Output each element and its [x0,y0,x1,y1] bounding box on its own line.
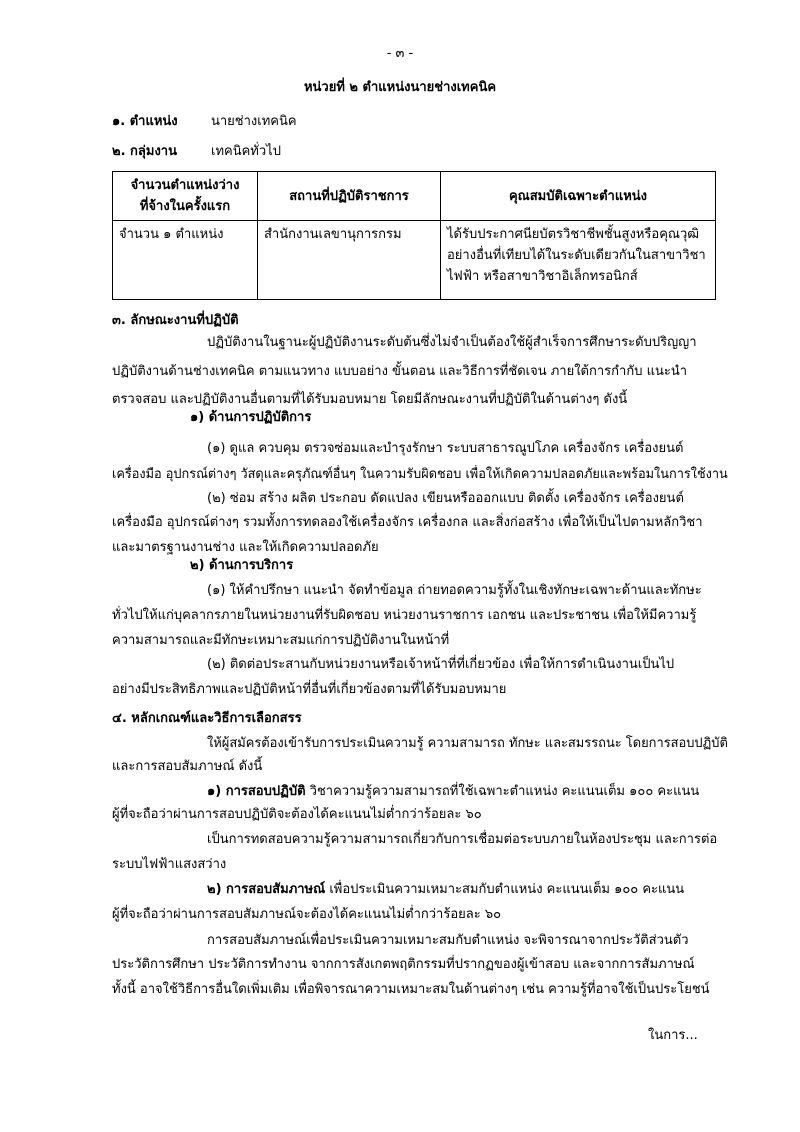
sub2-item2-line2: อย่างมีประสิทธิภาพและปฏิบัติหน้าที่อื่นที่เกี่ยวข้องตามที่ได้รับมอบหมาย [112,682,507,697]
header-qualification: คุณสมบัติเฉพาะตำแหน่ง [441,172,716,221]
page-heading: หน่วยที่ ๒ ตำแหน่งนายช่างเทคนิค [303,80,497,95]
practical-exam-title: ๑) การสอบปฏิบัติ [207,784,306,799]
group-value: เทคนิคทั่วไป [211,144,281,159]
continuation-text: ในการ... [648,1028,698,1043]
sub1-item2-line2: เครื่องมือ อุปกรณ์ต่างๆ รวมทั้งการทดลองใช้เครื่องจักร เครื่องกล และสิ่งก่อสร้าง เพื่อให้เป็นไปตามหลักวิชา [112,515,703,530]
interview-line2: ผู้ที่จะถือว่าผ่านการสอบสัมภาษณ์จะต้องได้คะแนนไม่ต่ำกว่าร้อยละ ๖๐ [112,907,502,922]
qualification-line: ไฟฟ้า หรือสาขาวิชาอิเล็กทรอนิกส์ [447,269,638,284]
practical-desc-line1: เป็นการทดสอบความรู้ความสามารถเกี่ยวกับการเชื่อมต่อระบบภายในห้องประชุม และการต่อ [207,832,718,847]
cell-workplace: สำนักงานเลขานุการกรม [258,221,441,300]
section4-title: ๔. หลักเกณฑ์และวิธีการเลือกสรร [112,711,302,726]
practical-exam-line1 [207,783,699,801]
sub2-item1-line2: ทั่วไปให้แก่บุคลากรภายในหน่วยงานที่รับผิดชอบ หน่วยงานราชการ เอกชน และประชาชน เพื่อให้มีความรู้ [112,608,697,623]
table-header-row [113,172,716,221]
section3-sub2-title: ๒) ด้านการบริการ [190,558,294,573]
interview-desc-line3: ทั้งนี้ อาจใช้วิธีการอื่นใดเพิ่มเติม เพื่อพิจารณาความเหมาะสมในด้านต่างๆ เช่น ความรู้ที่อาจใช้เป็นประโยชน์ [112,982,710,997]
cell-qualification [441,221,716,300]
sub2-item2-line1: (๒) ติดต่อประสานกับหน่วยงานหรือเจ้าหน้าที่ที่เกี่ยวข้อง เพื่อให้การดำเนินงานเป็นไป [207,657,675,672]
practical-exam-line2: ผู้ที่จะถือว่าผ่านการสอบปฏิบัติจะต้องได้คะแนนไม่ต่ำกว่าร้อยละ ๖๐ [112,807,482,822]
sub1-item2-line3: และมาตรฐานงานช่าง และให้เกิดความปลอดภัย [112,540,379,555]
section4-intro-line2: และการสอบสัมภาษณ์ ดังนี้ [112,759,263,774]
section3-intro-line2: ปฏิบัติงานด้านช่างเทคนิค ตามแนวทาง แบบอย่าง ขั้นตอน และวิธีการที่ชัดเจน ภายใต้การกำกับ แนะนำ [112,364,688,379]
interview-line1 [207,881,684,899]
header-vacancy-count [113,172,258,221]
interview-desc-line1: การสอบสัมภาษณ์เพื่อประเมินความเหมาะสมกับตำแหน่ง จะพิจารณาจากประวัติส่วนตัว [207,933,689,948]
sub2-item1-line1: (๑) ให้คำปรึกษา แนะนำ จัดทำข้อมูล ถ่ายทอดความรู้ทั้งในเชิงทักษะเฉพาะด้านและทักษะ [207,583,702,598]
header-vacancy-line1: จำนวนตำแหน่งว่าง [130,178,240,193]
section4-intro-line1: ให้ผู้สมัครต้องเข้ารับการประเมินความรู้ ความสามารถ ทักษะ และสมรรถนะ โดยการสอบปฏิบัติ [207,736,728,751]
qualification-line: ได้รับประกาศนียบัตรวิชาชีพชั้นสูงหรือคุณวุฒิ [447,227,700,242]
sub2-item1-line3: ความสามารถและมีทักษะเหมาะสมแก่การปฏิบัติงานในหน้าที่ [112,633,450,648]
section3-intro-line3: ตรวจสอบ และปฏิบัติงานอื่นตามที่ได้รับมอบหมาย โดยมีลักษณะงานที่ปฏิบัติในด้านต่างๆ ดังนี้ [112,392,628,407]
practical-desc-line2: ระบบไฟฟ้าแสงสว่าง [112,857,227,872]
interview-detail: เพื่อประเมินความเหมาะสมกับตำแหน่ง คะแนนเต็ม ๑๐๐ คะแนน [325,882,685,897]
group-label: ๒. กลุ่มงาน [112,144,177,159]
sub1-item1-line1: (๑) ดูแล ควบคุม ตรวจซ่อมและบำรุงรักษา ระบบสาธารณูปโภค เครื่องจักร เครื่องยนต์ [207,441,684,456]
practical-exam-detail: วิชาความรู้ความสามารถที่ใช้เฉพาะตำแหน่ง คะแนนเต็ม ๑๐๐ คะแนน [305,784,700,799]
position-label: ๑. ตำแหน่ง [112,114,178,129]
header-vacancy-line2: ที่จ้างในครั้งแรก [139,199,231,214]
page-number: - ๓ - [386,46,414,61]
section3-intro-line1: ปฏิบัติงานในฐานะผู้ปฏิบัติงานระดับต้นซึ่งไม่จำเป็นต้องใช้ผู้สำเร็จการศึกษาระดับปริญญา [207,335,697,350]
sub1-item2-line1: (๒) ซ่อม สร้าง ผลิต ประกอบ ดัดแปลง เขียนหรือออกแบบ ติดตั้ง เครื่องจักร เครื่องยนต์ [207,491,684,506]
interview-title: ๒) การสอบสัมภาษณ์ [207,882,326,897]
section3-sub1-title: ๑) ด้านการปฏิบัติการ [190,410,312,425]
table-row [113,221,716,300]
position-table [112,171,716,300]
position-value: นายช่างเทคนิค [211,114,297,129]
section3-title: ๓. ลักษณะงานที่ปฏิบัติ [112,313,239,328]
cell-vacancy-count: จำนวน ๑ ตำแหน่ง [113,221,258,300]
interview-desc-line2: ประวัติการศึกษา ประวัติการทำงาน จากการสังเกตพฤติกรรมที่ปรากฏของผู้เข้าสอบ และจากการสัมภาษณ์ [112,957,695,972]
qualification-line: อย่างอื่นที่เทียบได้ในระดับเดียวกันในสาขาวิชา [447,248,706,263]
header-workplace: สถานที่ปฏิบัติราชการ [258,172,441,221]
sub1-item1-line2: เครื่องมือ อุปกรณ์ต่างๆ วัสดุและครุภัณฑ์อื่นๆ ในความรับผิดชอบ เพื่อให้เกิดความปลอดภัยและพร้อมในการใช้งาน [112,467,728,482]
